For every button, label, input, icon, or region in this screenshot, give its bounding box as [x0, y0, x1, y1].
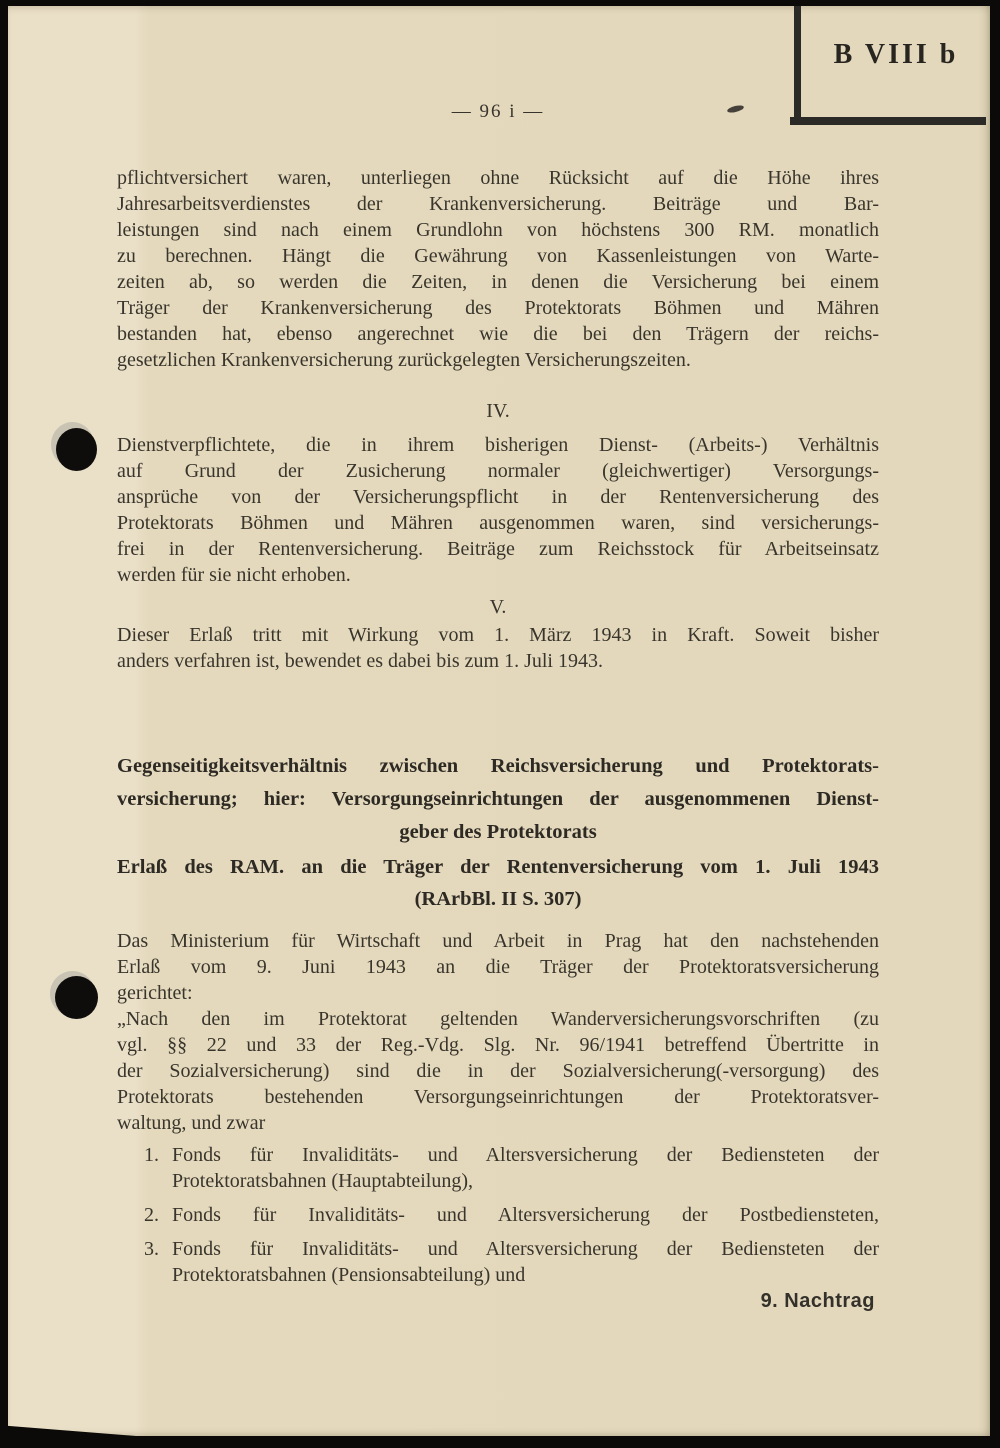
- text-line: Das Ministerium für Wirtschaft und Arbeit in Prag hat den nachstehenden: [117, 930, 879, 952]
- text-line: frei in der Rentenversicherung. Beiträge zum Reichsstock für Arbeitseinsatz: [117, 538, 879, 560]
- list-item-text: [172, 1202, 879, 1228]
- decree-heading: [117, 851, 879, 915]
- text-line: zeiten ab, so werden die Zeiten, in denen die Versicherung bei einem: [117, 271, 879, 293]
- text-line: werden für sie nicht erhoben.: [117, 564, 351, 586]
- paragraph-iv: [117, 432, 879, 588]
- paragraph-v: [117, 622, 879, 674]
- paragraph-intro: [117, 165, 879, 373]
- text-line: Gegenseitigkeitsverhältnis zwischen Reichsversicherung und Protektorats-: [117, 755, 879, 777]
- list-item: [117, 1202, 879, 1228]
- text-line: auf Grund der Zusicherung normaler (gleichwertiger) Versorgungs-: [117, 460, 879, 482]
- page-number: — 96 i —: [451, 101, 545, 122]
- text-line: ansprüche von der Versicherungspflicht in der Rentenversicherung des: [117, 486, 879, 508]
- text-line: Fonds für Invaliditäts- und Altersversicherung der Bediensteten der: [172, 1144, 879, 1166]
- fonds-list: [117, 1142, 879, 1288]
- text-line: pflichtversichert waren, unterliegen ohne Rücksicht auf die Höhe ihres: [117, 167, 879, 189]
- text-line: gerichtet:: [117, 982, 193, 1004]
- hole-punch-bottom: [55, 976, 98, 1019]
- text-line: Träger der Krankenversicherung des Protektorats Böhmen und Mähren: [117, 297, 879, 319]
- list-item-number: 1.: [144, 1144, 159, 1166]
- text-line: Jahresarbeitsverdienstes der Krankenversicherung. Beiträge und Bar-: [117, 193, 879, 215]
- text-line: geber des Protektorats: [399, 821, 597, 843]
- list-item-number: 2.: [144, 1204, 159, 1226]
- text-line: versicherung; hier: Versorgungseinrichtungen der ausgenommenen Dienst-: [117, 788, 879, 810]
- text-line: leistungen sind nach einem Grundlohn von höchstens 300 RM. monatlich: [117, 219, 879, 241]
- text-line: bestanden hat, ebenso angerechnet wie die bei den Trägern der reichs-: [117, 323, 879, 345]
- text-line: vgl. §§ 22 und 33 der Reg.-Vdg. Slg. Nr. 96/1941 betreffend Übertritte in: [117, 1034, 879, 1056]
- text-line: Dieser Erlaß tritt mit Wirkung vom 1. März 1943 in Kraft. Soweit bisher: [117, 624, 879, 646]
- text-line: gesetzlichen Krankenversicherung zurückgelegten Versicherungszeiten.: [117, 349, 691, 371]
- paragraph-quote: [117, 1006, 879, 1136]
- list-item: [117, 1142, 879, 1194]
- text-line: „Nach den im Protektorat geltenden Wanderversicherungsvorschriften (zu: [117, 1008, 879, 1030]
- list-item-text: [172, 1142, 879, 1194]
- text-column: [117, 165, 879, 1314]
- hole-punch-top: [56, 428, 97, 471]
- text-line: der Sozialversicherung) sind die in der Sozialversicherung(-versorgung) des: [117, 1060, 879, 1082]
- text-line: Protektorats bestehenden Versorgungseinrichtungen der Protektoratsver-: [117, 1086, 879, 1108]
- text-line: Erlaß vom 9. Juni 1943 an die Träger der Protektoratsversicherung: [117, 956, 879, 978]
- text-line: waltung, und zwar: [117, 1112, 266, 1134]
- text-line: zu berechnen. Hängt die Gewährung von Kassenleistungen von Warte-: [117, 245, 879, 267]
- text-line: Dienstverpflichtete, die in ihrem bisherigen Dienst- (Arbeits-) Verhältnis: [117, 434, 879, 456]
- text-line: Erlaß des RAM. an die Träger der Rentenversicherung vom 1. Juli 1943: [117, 856, 879, 878]
- paragraph-ministry: [117, 928, 879, 1006]
- section-corner-label: B VIII b: [833, 39, 959, 70]
- paper-sheet: [8, 6, 990, 1436]
- list-item-number: 3.: [144, 1238, 159, 1260]
- text-line: (RArbBl. II S. 307): [414, 888, 582, 910]
- text-line: Protektoratsbahnen (Hauptabteilung),: [172, 1170, 474, 1192]
- section-heading-v: V.: [489, 596, 507, 618]
- text-line: Protektorats Böhmen und Mähren ausgenommen waren, sind versicherungs-: [117, 512, 879, 534]
- section-heading-iv: IV.: [486, 400, 510, 422]
- paper-corner-shadow: [8, 1422, 136, 1436]
- subject-heading: [117, 750, 879, 849]
- text-line: Fonds für Invaliditäts- und Altersversicherung der Postbediensteten,: [172, 1204, 879, 1226]
- list-item: [117, 1236, 879, 1288]
- text-line: Protektoratsbahnen (Pensionsabteilung) und: [172, 1264, 526, 1286]
- text-line: Fonds für Invaliditäts- und Altersversicherung der Bediensteten der: [172, 1238, 879, 1260]
- text-line: anders verfahren ist, bewendet es dabei bis zum 1. Juli 1943.: [117, 650, 603, 672]
- footer-supplement-label: 9. Nachtrag: [760, 1290, 875, 1312]
- list-item-text: [172, 1236, 879, 1288]
